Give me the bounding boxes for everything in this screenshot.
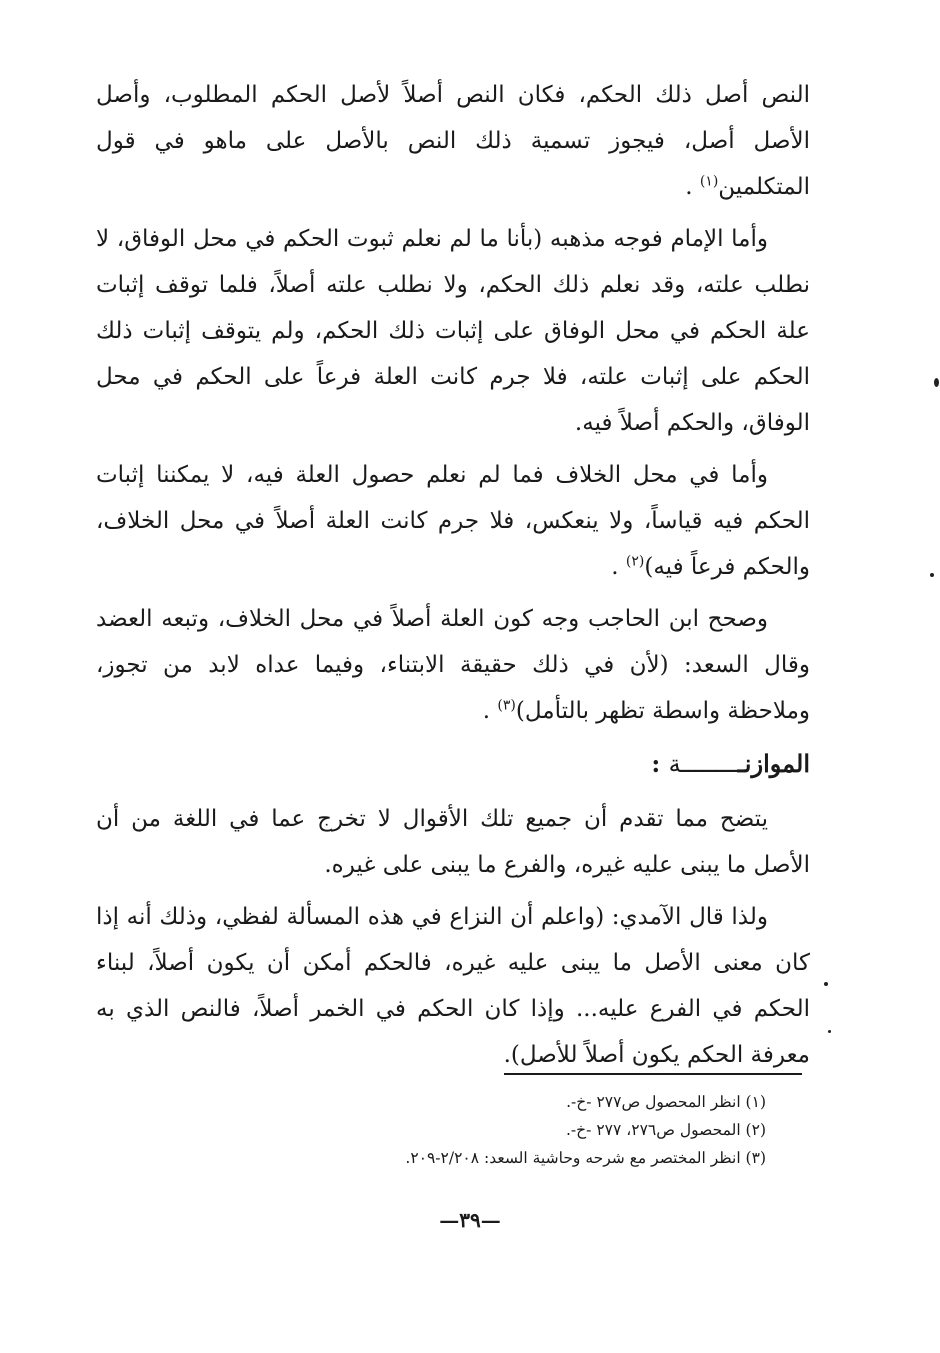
page-number: —٣٩—	[439, 1208, 501, 1232]
paragraph-5	[96, 796, 810, 888]
paragraph-4-text: وصحح ابن الحاجب وجه كون العلة أصلاً في محل الخلاف، وتبعه العضد وقال السعد: (لأن في ذلك حقيقة الابتناء، وفيما عداه لابد من تجوز، وملاحظة واسطة تظهر بالتأمل)	[96, 606, 810, 724]
scan-speck	[934, 378, 939, 387]
paragraph-5-text: يتضح مما تقدم أن جميع تلك الأقوال لا تخرج عما في اللغة من أن الأصل ما يبنى عليه غيره، والفرع ما يبنى على غيره.	[96, 806, 810, 878]
footnote-2: (٢) المحصول ص٢٧٦، ٢٧٧ -خ-.	[566, 1121, 766, 1139]
footnote-ref-1[interactable]: (١)	[699, 173, 719, 190]
paragraph-4	[96, 596, 810, 734]
paragraph-1	[96, 72, 810, 210]
footnote-ref-2[interactable]: (٢)	[625, 553, 645, 570]
paragraph-1-tail: .	[685, 174, 693, 200]
heading-text: الموازنـ	[737, 749, 810, 778]
paragraph-6	[96, 894, 810, 1078]
paragraph-2-text: وأما الإمام فوجه مذهبه (بأنا ما لم نعلم ثبوت الحكم في محل الوفاق، لا نطلب علته، وقد نعلم ذلك الحكم، ولا نطلب علته أصلاً، فلما توقف إثبات علة الحكم في محل الوفاق على إثبات ذلك الحكم، ولم يتوقف إثبات ذلك الحكم على إثبات علته، فلا جرم كانت العلة فرعاً على الحكم في محل الوفاق، والحكم أصلاً فيه.	[96, 226, 810, 436]
paragraph-6-text: ولذا قال الآمدي: (واعلم أن النزاع في هذه المسألة لفظي، وذلك أنه إذا كان معنى الأصل ما يبنى عليه غيره، فالحكم أمكن أن يكون أصلاً، لبناء الحكم في الفرع عليه... وإذا كان الحكم في الخمر أصلاً، فالنص الذي به معرفة الحكم يكون أصلاً للأصل).	[96, 904, 810, 1068]
heading-tatweel: ــــــــة	[668, 750, 738, 778]
scan-speck	[930, 573, 934, 577]
footnote-ref-3[interactable]: (٣)	[497, 697, 516, 714]
section-heading	[96, 740, 810, 788]
footnote-3: (٣) انظر المختصر مع شرحه وحاشية السعد: ٢/٢٠٨-٢٠٩.	[405, 1149, 766, 1167]
paragraph-4-tail: .	[482, 698, 491, 724]
footnote-divider	[504, 1073, 802, 1075]
footnote-1: (١) انظر المحصول ص٢٧٧ -خ-.	[566, 1093, 766, 1111]
paragraph-3-text: وأما في محل الخلاف فما لم نعلم حصول العلة فيه، لا يمكننا إثبات الحكم فيه قياساً، ولا ينعكس، فلا جرم كانت العلة أصلاً في محل الخلاف، والحكم فرعاً فيه)	[96, 462, 810, 580]
paragraph-3-tail: .	[611, 554, 619, 580]
paragraph-2	[96, 216, 810, 446]
footnotes	[300, 1088, 766, 1172]
paragraph-3	[96, 452, 810, 590]
heading-colon: :	[651, 749, 661, 778]
scan-speck	[824, 982, 828, 986]
scan-speck	[828, 1030, 831, 1033]
page-body	[96, 72, 810, 1084]
paragraph-1-text: النص أصل ذلك الحكم، فكان النص أصلاً لأصل الحكم المطلوب، وأصل الأصل أصل، فيجوز تسمية ذلك النص بالأصل على ماهو في قول المتكلمين	[96, 82, 810, 200]
